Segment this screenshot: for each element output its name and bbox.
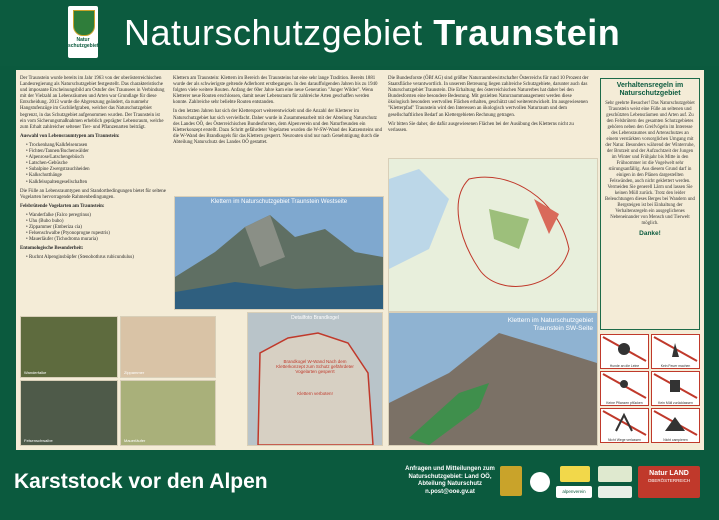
habitat-list-item: • Alpenrose/Latschengebüsch bbox=[26, 155, 166, 161]
habitat-heading: Auswahl von Lebensraumtypen am Traunstein: bbox=[20, 133, 120, 139]
rules-thanks: Danke! bbox=[639, 230, 661, 237]
naturland-word-2: LAND bbox=[669, 470, 689, 477]
noe-logo bbox=[598, 486, 632, 498]
no-dogs-icon bbox=[600, 334, 649, 369]
insect-list bbox=[26, 255, 166, 261]
naturland-logo bbox=[638, 466, 700, 498]
habitat-list-item: • Subalpine Zwergstrauchheiden bbox=[26, 167, 166, 173]
text-column-3 bbox=[388, 76, 594, 137]
footer-contact: Anfragen und Mitteilungen zum Naturschutzgebiet: Land OÖ, Abteilung Naturschutz n.post@ooe.gv.at bbox=[405, 466, 495, 495]
bird-photo-1 bbox=[20, 316, 118, 378]
climbing-paragraph-2: In den letzten Jahren hat sich der Klettersport weiterentwickelt und die Anzahl der Kletterer im Naturschutzgebiet hat sich vervielfacht. Daher wurde in Zusammenarbeit mit der Abteilung Naturschutz des Landes OÖ, des Österreichischen Bundesforsten, dem Alpenverein und den Naturfreunden ein Kletterkonzept erstellt. Dazu Schritt gefährdeter Vogelarten wurden die W-SW-Wand des Katzensteins und die W-Wand des Brandkogels für das Klettern gesperrt. Neurouten sind nur nach Genehmigung durch die Abteilung Naturschutz des Landes OÖ gestattet. bbox=[173, 109, 383, 145]
habitat-list-item: • Latschen-Gebüsche bbox=[26, 161, 166, 167]
text-column-2 bbox=[173, 76, 383, 149]
picto-label-6: Nicht campieren bbox=[652, 438, 699, 442]
brandkogel-photo bbox=[247, 312, 383, 446]
bird-photo-2 bbox=[120, 316, 216, 378]
picto-label-1: Hunde an die Leine bbox=[601, 364, 648, 368]
naturland-region: OBERÖSTERREICH bbox=[647, 478, 691, 483]
header-bar bbox=[0, 0, 719, 66]
intro-paragraph: Der Traunstein wurde bereits im Jahr 1963 von der oberösterreichischen Landesregierung als Naturschutzgebiet festgestellt. Das charakteristische und imposante Erscheinungsbild am Ostufer des Traunsees in Verbindung mit der Vielzahl an Lebensräumen und Arten war Grundlage für diese Entscheidung. 2013 wurde die Abgrenzung geändert, da nunmehr Hangstufenzüge im Gschliefgraben, welcher das Naturschutzgebiet begrenzt, in das Schutzgebiet aufgenommen wurden. Der Traunstein ist ein vom Sicherungsmaßnahmen erheblich geprägter Lebensraum, welche zum Erhalt zahlreicher seltener Tier- und Pflanzenarten beiträgt. bbox=[20, 76, 165, 130]
insect-heading: Entomologische Besonderheit: bbox=[20, 246, 84, 252]
habitat-paragraph: Die Fülle an Lebensraumtypen und Standortbedingungen bietet für seltene Vogelarten hervorragende Rahmenbedingungen. bbox=[20, 188, 166, 200]
caption-1: Wanderfalke bbox=[24, 370, 47, 375]
no-picking-icon bbox=[600, 371, 649, 406]
bird-list-item: • Mauerläufer (Tichodroma muraria) bbox=[26, 237, 166, 243]
shield-icon bbox=[73, 10, 95, 36]
inset-label-2: Klettern verboten! bbox=[297, 391, 333, 396]
pictogram-grid bbox=[600, 334, 700, 442]
alpenverein-logo: alpenverein bbox=[556, 486, 592, 498]
habitat-list-item: • Fichten/Tannen/Buchenwälder bbox=[26, 149, 166, 155]
bird-photo-4 bbox=[120, 380, 216, 446]
caption-4: Mauerläufer bbox=[124, 438, 146, 443]
bird-list-item: • Zippammer (Emberiza cia) bbox=[26, 225, 166, 231]
inset-label: Brandkogel W-Wand Nach dem Kletterkonzept zum Schutz gefährdeter Vogelarten gesperrt bbox=[276, 359, 354, 374]
topographic-map bbox=[388, 158, 598, 312]
caption-3: Felsenschwalbe bbox=[24, 438, 53, 443]
naturfreunde-logo bbox=[530, 472, 550, 492]
no-fire-icon bbox=[651, 334, 700, 369]
habitat-list bbox=[26, 143, 166, 186]
footer-slogan: Karststock vor den Alpen bbox=[14, 470, 268, 493]
no-litter-icon bbox=[651, 371, 700, 406]
naturland-word-1: Natur bbox=[649, 470, 668, 477]
no-camping-icon bbox=[651, 408, 700, 443]
forestry-paragraph-1: Die Bundesforste (ÖBf AG) sind größter Naturraumbewirtschafter Österreichs für rund 10 Prozent der Staatsfläche verantwortlich. In unserem Betreuung liegen zahlreiche Schutzgebiete, darunter auch das Naturschutzgebiet Traunstein. Die Erhaltung des österreichischen Naturerbes hat daher bei den Bundesforsten eine besondere Bedeutung. Mit gezielten Naturraummanagement werden diese ökologisch besonders wertvollen Flächen erhalten, geschützt und weiterentwickelt. Im ausgewiesenen "Kletterpfad" Traunstein wird den Interessen an ökologisch wertvollen Naturraum und dem gesellschaftlichen Bedarf an Klettergebieten Rechnung getragen. bbox=[388, 76, 589, 118]
crest-text: Natur schutzgebiet bbox=[68, 37, 99, 49]
climbing-photo-west bbox=[174, 196, 384, 310]
stay-on-path-icon bbox=[600, 408, 649, 443]
forestry-paragraph-2: Wir bitten Sie daher, die dafür ausgewiesenen Flächen bei der Ausübung des Kletterns nicht zu verlassen. bbox=[388, 121, 574, 133]
rules-title: Verhaltensregeln im Naturschutzgebiet bbox=[616, 82, 684, 97]
picto-label-3: Keine Pflanzen pflücken bbox=[601, 401, 648, 405]
west-photo-title: Klettern im Naturschutzgebiet Traunstein Westseite bbox=[210, 199, 348, 205]
habitat-list-item: • Kalkfelsspaltengesellschaften bbox=[26, 180, 166, 186]
climbing-photo-southwest bbox=[388, 312, 598, 446]
rules-sidebar bbox=[600, 78, 700, 330]
gmunden-logo bbox=[500, 466, 522, 496]
rules-body: Sehr geehrte Besucher! Das Naturschutzgebiet Traunstein weist eine Fülle an seltenen und geschützten Lebensräumen und Arten auf. Zu den Felsbrütern des gesamten Schutzgebietes gehören neben den Greifvögeln im Interesse des Lebensraumes und Artenschutzes an einem verstärkten vorsorglichen Umgang mit der Natur. Besonders während der Winterruhe, der Brutzeit und der Aufzuchtzeit der Jungen im Winter und Frühjahr bis Mitte in den Frühsommer ist die Vogelwelt sehr störungsanfällig. Aus diesem Grund darf in einigen in den Plänen dargestellten Felswänden, auch nicht geklettert werden. Vermeiden Sie generell Lärm und lassen Sie keinen Müll zurück. Trotz den leider Beleuchtungen dieses Berges bei Wandern und Bergsteigen ist bei Einhaltung der Verhaltensregeln ein ausgeglichenes Nebeneinander von Mensch und Tierwelt möglich. bbox=[605, 101, 695, 226]
title-light: Naturschutzgebiet bbox=[124, 12, 423, 53]
sw-photo-title: Klettern im Naturschutzgebiet Traunstein SW-Seite bbox=[507, 317, 593, 332]
title-bold: Traunstein bbox=[433, 12, 621, 53]
picto-label-2: Kein Feuer machen bbox=[652, 364, 699, 368]
inset-title: Detailfoto Brandkogel bbox=[291, 315, 339, 321]
crest-logo bbox=[68, 6, 98, 58]
habitat-list-item: • Kalkschutthänge bbox=[26, 173, 166, 179]
bird-heading: Felsbrütende Vogelarten am Traunstein: bbox=[20, 203, 105, 209]
bird-list bbox=[26, 213, 166, 243]
picto-label-5: Nicht Wege verlassen bbox=[601, 438, 648, 442]
insect-list-item: • Ruchnt Alpenginsbüpfer (Stenobothrus rubicundulus) bbox=[26, 255, 166, 261]
badge-logo bbox=[560, 466, 590, 482]
bird-list-item: • Uhu (Bubo bubo) bbox=[26, 219, 166, 225]
picto-label-4: Kein Müll zurücklassen bbox=[652, 401, 699, 405]
text-column-1 bbox=[20, 76, 166, 265]
caption-2: Zippammer bbox=[124, 370, 145, 375]
bird-list-item: • Wanderfalke (Falco peregrinus) bbox=[26, 213, 166, 219]
bird-list-item: • Felsenschwalbe (Ptyonoprogne rupestris) bbox=[26, 231, 166, 237]
bird-photo-3 bbox=[20, 380, 118, 446]
page-title bbox=[124, 12, 620, 54]
bundesforste-logo bbox=[598, 466, 632, 482]
habitat-list-item: • Trockenhang/Kalkfelsenrasen bbox=[26, 143, 166, 149]
climbing-paragraph-1: Klettern am Traunstein: Klettern im Bereich des Traunsteins hat eine sehr lange Tradition. Bereits 1881 wurde der als schwierigste geltende Adlerhorst erstbegangen. In den darauffolgenden Jahren bis zu 1940 folgten viele weitere Routen. Anfang der 60er Jahre kam eine neue Generation "Junger Wilder". Wenn Kletterer neue Routen erschlossen, damit neuer Lebensraum für zahlreiche Arten geschaffen werden konnte. Zahlreiche sehr beliebte Routen entstanden. bbox=[173, 76, 378, 106]
